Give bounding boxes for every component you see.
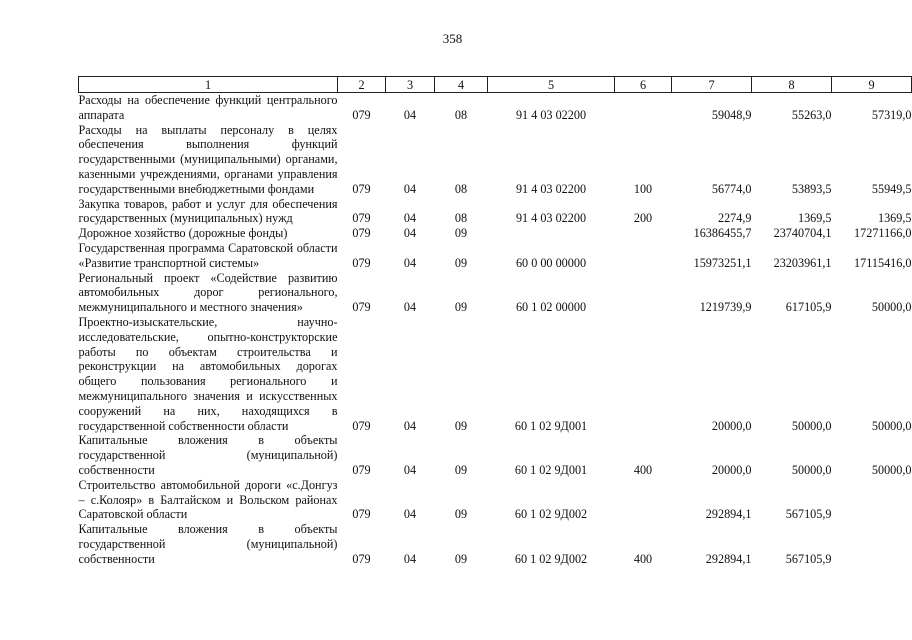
target-article-code bbox=[488, 226, 615, 241]
amount-col7: 59048,9 bbox=[711, 107, 752, 122]
amount-col9 bbox=[832, 522, 912, 566]
row-description: Дорожное хозяйство (дорожные фонды) bbox=[78, 226, 288, 241]
amount-col8: 50000,0 bbox=[791, 418, 832, 433]
amount-col7: 1219739,9 bbox=[699, 300, 752, 315]
section-code: 04 bbox=[403, 418, 417, 433]
ministry-code: 079 bbox=[352, 107, 371, 122]
header-cell: 8 bbox=[752, 77, 832, 93]
table-row bbox=[79, 226, 912, 241]
amount-col7: 292894,1 bbox=[705, 551, 752, 566]
header-cell: 7 bbox=[672, 77, 752, 93]
amount-col7: 16386455,7 bbox=[693, 226, 752, 241]
subsection-code: 08 bbox=[454, 107, 468, 122]
table-row bbox=[79, 478, 912, 522]
target-article-code: 60 0 00 00000 bbox=[515, 255, 587, 270]
table-row bbox=[79, 271, 912, 315]
ministry-code: 079 bbox=[352, 507, 371, 522]
page-number: 358 bbox=[442, 31, 463, 46]
subsection-code: 09 bbox=[454, 300, 468, 315]
amount-col8: 23203961,1 bbox=[773, 255, 832, 270]
target-article-code: 60 1 02 9Д001 bbox=[514, 418, 588, 433]
amount-col8: 23740704,1 bbox=[773, 226, 832, 241]
target-article-code: 60 1 02 9Д002 bbox=[514, 507, 588, 522]
row-description: Проектно-изыскательские, научно-исследовательские, опытно-конструкторские работы по объектам строительства и реконструкции на автомобильных дорогах общего пользования регионального и межмуниципального значения и искусственных сооружений на них, находящихся в государственной собственности области bbox=[78, 314, 338, 433]
expense-type-code: 400 bbox=[633, 551, 653, 566]
amount-col9: 50000,0 bbox=[871, 418, 912, 433]
header-cell: 5 bbox=[488, 77, 615, 93]
table-row bbox=[79, 433, 912, 477]
amount-col9: 50000,0 bbox=[871, 300, 912, 315]
amount-col7: 56774,0 bbox=[711, 181, 752, 196]
expense-type-code bbox=[615, 478, 672, 522]
subsection-code: 09 bbox=[454, 462, 468, 477]
subsection-code: 08 bbox=[454, 211, 468, 226]
amount-col7: 20000,0 bbox=[711, 418, 752, 433]
section-code: 04 bbox=[403, 107, 417, 122]
expense-type-code bbox=[615, 241, 672, 271]
amount-col9: 17271166,0 bbox=[854, 226, 912, 241]
ministry-code: 079 bbox=[352, 462, 371, 477]
table-row bbox=[79, 241, 912, 271]
amount-col7: 292894,1 bbox=[705, 507, 752, 522]
target-article-code: 60 1 02 9Д002 bbox=[514, 551, 588, 566]
header-cell: 3 bbox=[386, 77, 435, 93]
row-description: Региональный проект «Содействие развитию автомобильных дорог регионального, межмуниципального и местного значения» bbox=[78, 270, 338, 315]
expense-type-code bbox=[615, 93, 672, 123]
table-row bbox=[79, 522, 912, 566]
section-code: 04 bbox=[403, 462, 417, 477]
amount-col7: 20000,0 bbox=[711, 462, 752, 477]
ministry-code: 079 bbox=[352, 551, 371, 566]
ministry-code: 079 bbox=[352, 226, 371, 241]
amount-col8: 53893,5 bbox=[791, 181, 832, 196]
row-description: Закупка товаров, работ и услуг для обеспечения государственных (муниципальных) нужд bbox=[78, 196, 338, 226]
header-cell: 9 bbox=[832, 77, 912, 93]
ministry-code: 079 bbox=[352, 211, 371, 226]
table-row bbox=[79, 93, 912, 123]
subsection-code: 09 bbox=[454, 226, 468, 241]
expense-type-code: 400 bbox=[633, 462, 653, 477]
row-description: Капитальные вложения в объекты государственной (муниципальной) собственности bbox=[78, 433, 338, 477]
section-code: 04 bbox=[403, 181, 417, 196]
amount-col8: 55263,0 bbox=[791, 107, 832, 122]
header-cell: 2 bbox=[338, 77, 386, 93]
section-code: 04 bbox=[403, 255, 417, 270]
subsection-code: 09 bbox=[454, 418, 468, 433]
row-description: Строительство автомобильной дороги «с.Донгуз – с.Колояр» в Балтайском и Вольском районах Саратовской области bbox=[78, 477, 338, 522]
expense-type-code bbox=[615, 315, 672, 433]
ministry-code: 079 bbox=[352, 181, 371, 196]
section-code: 04 bbox=[403, 226, 417, 241]
table-row bbox=[79, 123, 912, 197]
amount-col7: 2274,9 bbox=[717, 211, 752, 226]
row-description: Государственная программа Саратовской области «Развитие транспортной системы» bbox=[78, 240, 338, 270]
expense-type-code: 100 bbox=[633, 181, 653, 196]
expense-type-code: 200 bbox=[633, 211, 653, 226]
header-cell: 1 bbox=[79, 77, 338, 93]
subsection-code: 09 bbox=[454, 507, 468, 522]
amount-col8: 567105,9 bbox=[785, 551, 832, 566]
row-description: Расходы на обеспечение функций центрального аппарата bbox=[78, 93, 338, 122]
row-description: Капитальные вложения в объекты государственной (муниципальной) собственности bbox=[78, 522, 338, 566]
ministry-code: 079 bbox=[352, 300, 371, 315]
amount-col9: 57319,0 bbox=[871, 107, 912, 122]
amount-col7: 15973251,1 bbox=[693, 255, 752, 270]
ministry-code: 079 bbox=[352, 418, 371, 433]
section-code: 04 bbox=[403, 507, 417, 522]
header-cell: 6 bbox=[615, 77, 672, 93]
table-row bbox=[79, 315, 912, 433]
header-cell: 4 bbox=[435, 77, 488, 93]
amount-col9: 1369,5 bbox=[877, 211, 912, 226]
amount-col9: 50000,0 bbox=[871, 462, 912, 477]
target-article-code: 91 4 03 02200 bbox=[515, 211, 587, 226]
amount-col8: 1369,5 bbox=[797, 211, 832, 226]
amount-col9: 55949,5 bbox=[871, 181, 912, 196]
header-row bbox=[79, 77, 912, 93]
target-article-code: 91 4 03 02200 bbox=[515, 107, 587, 122]
subsection-code: 09 bbox=[454, 551, 468, 566]
subsection-code: 08 bbox=[454, 181, 468, 196]
target-article-code: 91 4 03 02200 bbox=[515, 181, 587, 196]
section-code: 04 bbox=[403, 300, 417, 315]
amount-col8: 617105,9 bbox=[785, 300, 832, 315]
amount-col9 bbox=[832, 478, 912, 522]
section-code: 04 bbox=[403, 551, 417, 566]
section-code: 04 bbox=[403, 211, 417, 226]
table-row bbox=[79, 197, 912, 227]
expense-type-code bbox=[615, 271, 672, 315]
amount-col8: 50000,0 bbox=[791, 462, 832, 477]
budget-table bbox=[78, 76, 912, 567]
expense-type-code bbox=[615, 226, 672, 241]
target-article-code: 60 1 02 9Д001 bbox=[514, 462, 588, 477]
amount-col9: 17115416,0 bbox=[854, 255, 912, 270]
row-description: Расходы на выплаты персоналу в целях обеспечения выполнения функций государственными (муниципальными) органами, казенными учреждениями, органами управления государственными внебюджетными фондами bbox=[78, 122, 338, 196]
target-article-code: 60 1 02 00000 bbox=[515, 300, 587, 315]
subsection-code: 09 bbox=[454, 255, 468, 270]
amount-col8: 567105,9 bbox=[785, 507, 832, 522]
ministry-code: 079 bbox=[352, 255, 371, 270]
